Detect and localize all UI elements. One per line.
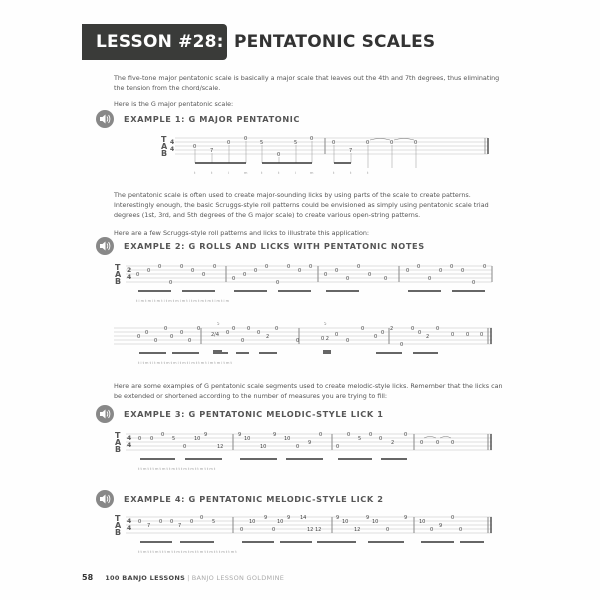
- svg-text:0: 0: [390, 140, 394, 146]
- svg-text:9: 9: [264, 515, 268, 521]
- svg-text:9: 9: [238, 432, 242, 438]
- svg-text:0: 0: [197, 326, 201, 332]
- lesson-number: LESSON #28:: [96, 32, 224, 52]
- svg-text:t: t: [333, 171, 335, 175]
- svg-text:0: 0: [170, 519, 174, 525]
- svg-text:4: 4: [170, 146, 175, 153]
- svg-text:0: 0: [190, 519, 194, 525]
- svg-text:0: 0: [154, 338, 158, 344]
- svg-text:0: 0: [369, 432, 373, 438]
- svg-text:2: 2: [390, 326, 394, 332]
- svg-text:0: 0: [191, 268, 195, 274]
- svg-text:7: 7: [210, 148, 214, 154]
- svg-text:10: 10: [249, 519, 256, 525]
- svg-text:9: 9: [287, 515, 291, 521]
- svg-text:0: 0: [439, 268, 443, 274]
- svg-text:0: 0: [240, 527, 244, 533]
- svg-text:0: 0: [430, 527, 434, 533]
- svg-text:0: 0: [414, 140, 418, 146]
- svg-text:0: 0: [420, 440, 424, 446]
- svg-text:2: 2: [266, 334, 270, 340]
- svg-text:0: 0: [451, 440, 455, 446]
- svg-text:t i m t m i t m t i t m t m i: t i m t m i t m t i t m t m i m t i t m t m t m t i m t i m: [136, 299, 230, 303]
- svg-text:9: 9: [204, 432, 208, 438]
- svg-text:0: 0: [272, 527, 276, 533]
- svg-text:0: 0: [361, 326, 365, 332]
- svg-text:0: 0: [158, 264, 162, 270]
- svg-text:0: 0: [200, 515, 204, 521]
- svg-text:0: 0: [418, 330, 422, 336]
- svg-text:4: 4: [127, 274, 132, 281]
- svg-text:0: 0: [466, 332, 470, 338]
- svg-text:12: 12: [217, 444, 224, 450]
- svg-text:0: 0: [296, 444, 300, 450]
- svg-text:t t m t t t m t t t m t t m t: t t m t t t m t t t m t t m t m t m t t m t t m t t t m t t m t: [138, 550, 237, 554]
- svg-text:T: T: [115, 431, 121, 440]
- rolls-lead: Here are a few Scruggs-style roll patterns and licks to illustrate this application:: [114, 229, 370, 237]
- svg-text:t: t: [211, 171, 213, 175]
- svg-text:0: 0: [332, 140, 336, 146]
- svg-text:10: 10: [260, 444, 267, 450]
- svg-text:t t m t t t m t m t t m t t t: t t m t t t m t m t t m t t t m t m t t m t t m t: [138, 467, 216, 471]
- svg-text:4: 4: [170, 139, 175, 146]
- svg-text:0: 0: [183, 444, 187, 450]
- page-footer: [82, 573, 284, 582]
- svg-text:10: 10: [372, 519, 379, 525]
- svg-text:0: 0: [404, 432, 408, 438]
- intro-lead: Here is the G major pentatonic scale:: [114, 100, 234, 108]
- svg-text:t: t: [194, 171, 196, 175]
- svg-text:0: 0: [243, 272, 247, 278]
- svg-text:0: 0: [386, 527, 390, 533]
- svg-text:0: 0: [309, 264, 313, 270]
- svg-text:T: T: [161, 135, 167, 144]
- svg-text:0: 0: [247, 326, 251, 332]
- svg-text:0: 0: [232, 326, 236, 332]
- svg-text:7: 7: [349, 148, 353, 154]
- svg-text:t: t: [350, 171, 352, 175]
- svg-text:0: 0: [257, 330, 261, 336]
- svg-text:0: 0: [374, 334, 378, 340]
- svg-text:2: 2: [426, 334, 430, 340]
- example-title: EXAMPLE 1: G MAJOR PENTATONIC: [124, 114, 301, 124]
- svg-text:t: t: [367, 171, 369, 175]
- svg-text:T: T: [115, 514, 121, 523]
- svg-text:7: 7: [178, 523, 182, 529]
- svg-text:0: 0: [450, 264, 454, 270]
- svg-text:10: 10: [284, 436, 291, 442]
- tab-staff-example-4: [114, 511, 494, 565]
- example-title: EXAMPLE 2: G ROLLS AND LICKS WITH PENTATONIC NOTES: [124, 241, 425, 251]
- svg-text:0: 0: [451, 515, 455, 521]
- svg-text:7: 7: [147, 523, 151, 529]
- svg-text:0: 0: [232, 276, 236, 282]
- svg-text:A: A: [115, 270, 122, 279]
- svg-text:5: 5: [172, 436, 176, 442]
- svg-text:i: i: [228, 171, 229, 175]
- svg-text:9: 9: [404, 515, 408, 521]
- svg-text:0: 0: [335, 332, 339, 338]
- svg-text:5: 5: [358, 436, 362, 442]
- svg-text:4: 4: [127, 518, 132, 525]
- svg-text:0: 0: [147, 268, 151, 274]
- svg-text:0: 0: [436, 440, 440, 446]
- svg-text:2/4: 2/4: [211, 332, 220, 338]
- svg-text:0: 0: [180, 264, 184, 270]
- svg-text:0: 0: [276, 280, 280, 286]
- svg-text:0: 0: [319, 432, 323, 438]
- svg-text:0: 0: [480, 332, 484, 338]
- speaker-icon[interactable]: [96, 405, 114, 423]
- svg-text:5: 5: [212, 519, 216, 525]
- svg-text:0: 0: [169, 280, 173, 286]
- svg-text:9: 9: [273, 432, 277, 438]
- book-title: 100 BANJO LESSONS: [105, 574, 186, 582]
- svg-text:0: 0: [368, 272, 372, 278]
- svg-text:0: 0: [164, 326, 168, 332]
- svg-text:0: 0: [406, 268, 410, 274]
- svg-text:0: 0: [366, 140, 370, 146]
- svg-text:0: 0: [417, 264, 421, 270]
- svg-text:0: 0: [347, 432, 351, 438]
- svg-text:A: A: [115, 438, 122, 447]
- svg-text:14: 14: [300, 515, 307, 521]
- svg-text:0: 0: [145, 330, 149, 336]
- svg-text:0: 0: [254, 268, 258, 274]
- svg-text:0: 0: [411, 326, 415, 332]
- svg-text:B: B: [115, 277, 122, 286]
- svg-text:0: 0: [459, 527, 463, 533]
- svg-text:i: i: [295, 171, 296, 175]
- svg-text:0: 0: [180, 330, 184, 336]
- svg-text:0: 0: [324, 272, 328, 278]
- svg-text:0: 0: [298, 268, 302, 274]
- tab-staff-example-3: [114, 428, 494, 482]
- svg-text:A: A: [115, 521, 122, 530]
- svg-text:t: t: [278, 171, 280, 175]
- svg-text:0: 0: [461, 268, 465, 274]
- svg-text:10: 10: [342, 519, 349, 525]
- intro-paragraph: The five-tone major pentatonic scale is basically a major scale that leaves out the 4th and 7th degrees, thus eliminating the tension from the chord/scale.: [114, 74, 500, 92]
- svg-text:0: 0: [381, 330, 385, 336]
- svg-text:0: 0: [159, 519, 163, 525]
- series-title: BANJO LESSON GOLDMINE: [191, 574, 285, 582]
- speaker-icon[interactable]: [96, 110, 114, 128]
- svg-text:m: m: [310, 171, 314, 175]
- svg-text:5: 5: [217, 322, 220, 326]
- svg-text:0: 0: [136, 272, 140, 278]
- svg-text:t: t: [261, 171, 263, 175]
- svg-text:0: 0: [336, 444, 340, 450]
- svg-text:10: 10: [194, 436, 201, 442]
- svg-text:0: 0: [472, 280, 476, 286]
- svg-text:0: 0: [275, 326, 279, 332]
- svg-text:0: 0: [161, 432, 165, 438]
- svg-text:5: 5: [294, 140, 298, 146]
- svg-text:10: 10: [244, 436, 251, 442]
- tab-staff-example-1: [160, 132, 490, 186]
- svg-text:m: m: [244, 171, 248, 175]
- svg-text:0: 0: [346, 338, 350, 344]
- svg-text:2: 2: [391, 440, 395, 446]
- svg-text:0: 0: [400, 342, 404, 348]
- svg-text:0: 0: [483, 264, 487, 270]
- svg-text:0: 0: [277, 152, 281, 158]
- speaker-icon[interactable]: [96, 490, 114, 508]
- svg-text:12: 12: [354, 527, 361, 533]
- svg-text:9: 9: [336, 515, 340, 521]
- svg-text:10: 10: [419, 519, 426, 525]
- svg-text:0: 0: [138, 436, 142, 442]
- svg-text:0: 0: [138, 519, 142, 525]
- svg-text:0: 0: [310, 136, 314, 142]
- svg-text:9: 9: [366, 515, 370, 521]
- svg-text:5: 5: [324, 322, 327, 326]
- svg-text:0: 0: [296, 338, 300, 344]
- svg-text:0: 0: [335, 268, 339, 274]
- svg-text:0 2: 0 2: [321, 336, 329, 342]
- rolls-paragraph: The pentatonic scale is often used to create major-sounding licks by using parts of the scale to create patterns. Interestingly enough, the basic Scruggs-style roll patterns could be envisioned as simply using pentatonic scale triad degrees (1st, 3rd, and 5th degrees of the G major scale) to create various open-string patterns.: [114, 191, 489, 219]
- speaker-icon[interactable]: [96, 237, 114, 255]
- svg-text:9: 9: [439, 523, 443, 529]
- svg-text:B: B: [161, 149, 168, 158]
- svg-text:0: 0: [428, 276, 432, 282]
- page-title: PENTATONIC SCALES: [234, 32, 436, 52]
- svg-text:4: 4: [127, 442, 132, 449]
- svg-text:A: A: [161, 142, 168, 151]
- svg-text:4: 4: [127, 525, 132, 532]
- svg-text:0: 0: [357, 264, 361, 270]
- svg-text:0: 0: [265, 264, 269, 270]
- svg-text:0: 0: [150, 436, 154, 442]
- svg-text:12: 12: [307, 527, 314, 533]
- svg-text:B: B: [115, 445, 122, 454]
- svg-text:0: 0: [226, 330, 230, 336]
- svg-text:T: T: [115, 263, 121, 272]
- svg-text:0: 0: [202, 272, 206, 278]
- svg-text:0: 0: [346, 276, 350, 282]
- svg-text:B: B: [115, 528, 122, 537]
- example-title: EXAMPLE 4: G PENTATONIC MELODIC-STYLE LICK 2: [124, 494, 384, 504]
- svg-text:2: 2: [127, 267, 132, 274]
- svg-text:0: 0: [379, 436, 383, 442]
- svg-text:10: 10: [277, 519, 284, 525]
- svg-text:0: 0: [241, 338, 245, 344]
- svg-text:4: 4: [127, 435, 132, 442]
- svg-text:0: 0: [188, 338, 192, 344]
- svg-text:0: 0: [213, 264, 217, 270]
- svg-text:0: 0: [137, 334, 141, 340]
- svg-text:t i t m t i t m t t m t m i: t i t m t i t m t t m t m i t m t i m t t m t i m t m i t m t: [138, 361, 232, 365]
- example-title: EXAMPLE 3: G PENTATONIC MELODIC-STYLE LICK 1: [124, 409, 384, 419]
- melodic-paragraph: Here are some examples of G pentatonic scale segments used to create melodic-style licks. Remember that the licks can be extended or shortened according to the number of measures you are trying to fill:: [114, 382, 503, 400]
- svg-text:5: 5: [260, 140, 264, 146]
- page-number: 58: [82, 573, 94, 582]
- svg-text:0: 0: [170, 334, 174, 340]
- svg-text:0: 0: [451, 332, 455, 338]
- svg-text:0: 0: [287, 264, 291, 270]
- tab-staff-example-2-line-2: [114, 322, 494, 376]
- tab-staff-example-2-line-1: [114, 260, 494, 314]
- svg-text:0: 0: [436, 326, 440, 332]
- svg-text:0: 0: [193, 144, 197, 150]
- svg-text:12: 12: [315, 527, 322, 533]
- svg-text:0: 0: [244, 136, 248, 142]
- footer-separator: |: [187, 574, 190, 582]
- svg-text:0: 0: [384, 276, 388, 282]
- svg-text:0: 0: [227, 140, 231, 146]
- svg-text:9: 9: [308, 440, 312, 446]
